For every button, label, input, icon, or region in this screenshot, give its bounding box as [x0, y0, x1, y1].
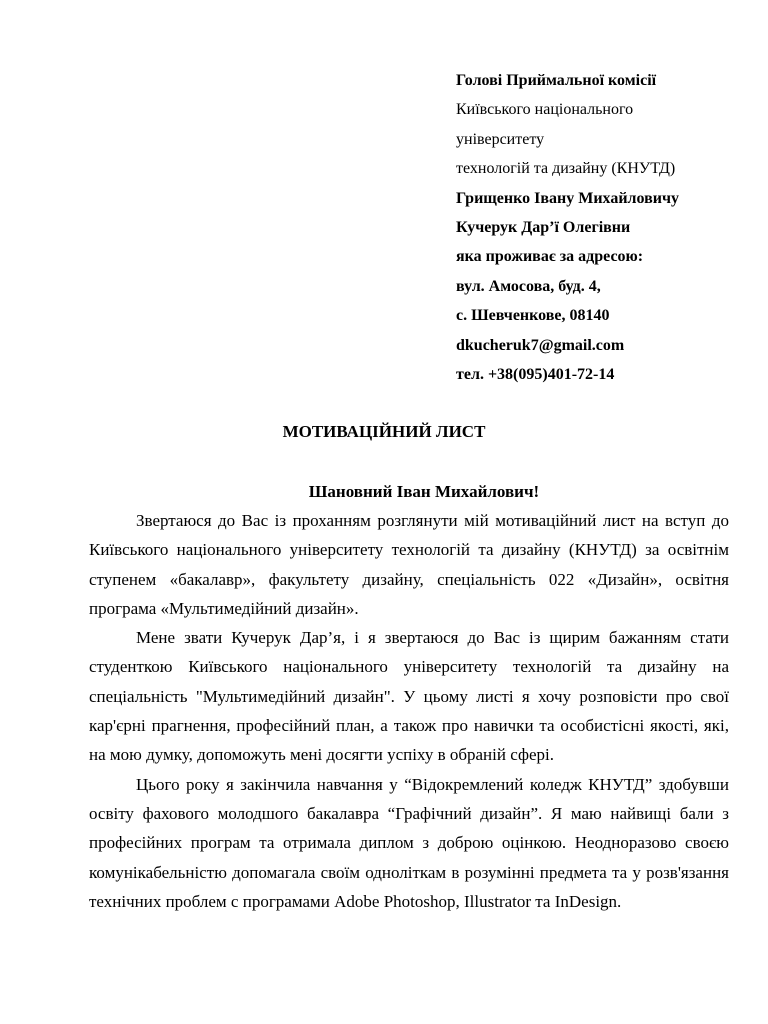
addressee-line: університету — [456, 130, 545, 148]
sender-email: dkucheruk7@gmail.com — [456, 336, 625, 354]
sender-street: вул. Амосова, буд. 4, — [456, 277, 601, 295]
addressee-block — [456, 66, 756, 389]
paragraph: Цього року я закінчила навчання у “Відокремлений коледж КНУТД” здобувши освіту фахового молодшого бакалавра “Графічний дизайн”. Я маю найвищі бали з професійних програм та отримала диплом з доброю оцінкою. Неодноразово своєю комунікабельністю допомагала своїм одноліткам в розумінні предмета та у розв'язання технічних проблем с програмами Adobe Photoshop, Illustrator та InDesign. — [89, 774, 729, 911]
letter-body — [89, 506, 729, 916]
addressee-line: технологій та дизайну (КНУТД) — [456, 160, 676, 178]
addressee-line: Київського національного — [456, 101, 634, 119]
greeting: Шановний Іван Михайлович! — [308, 482, 540, 501]
paragraph: Мене звати Кучерук Дар’я, і я звертаюся до Вас із щирим бажанням стати студенткою Київського національного університету технологій та дизайну на спеціальність "Мультимедійний дизайн". У цьому листі я хочу розповісти про свої кар'єрні прагнення, професійний план, а також про навички та особистісні якості, які, на мою думку, допоможуть мені досягти успіху в обраній сфері. — [89, 628, 729, 765]
sender-town: с. Шевченкове, 08140 — [456, 307, 610, 325]
sender-name: Кучерук Дар’ї Олегівни — [456, 219, 631, 237]
addressee-line: Голові Приймальної комісії — [456, 72, 657, 89]
paragraph: Звертаюся до Вас із проханням розглянути мій мотиваційний лист на вступ до Київського національного університету технологій та дизайну (КНУТД) за освітнім ступенем «бакалавр», факультету дизайну, спеціальність 022 «Дизайн», освітня програма «Мультимедійний дизайн». — [89, 511, 729, 618]
sender-address-label: яка проживає за адресою: — [456, 248, 644, 266]
document-title: МОТИВАЦІЙНИЙ ЛИСТ — [282, 422, 486, 441]
addressee-line: Грищенко Івану Михайловичу — [456, 189, 679, 207]
sender-phone: тел. +38(095)401-72-14 — [456, 366, 615, 384]
